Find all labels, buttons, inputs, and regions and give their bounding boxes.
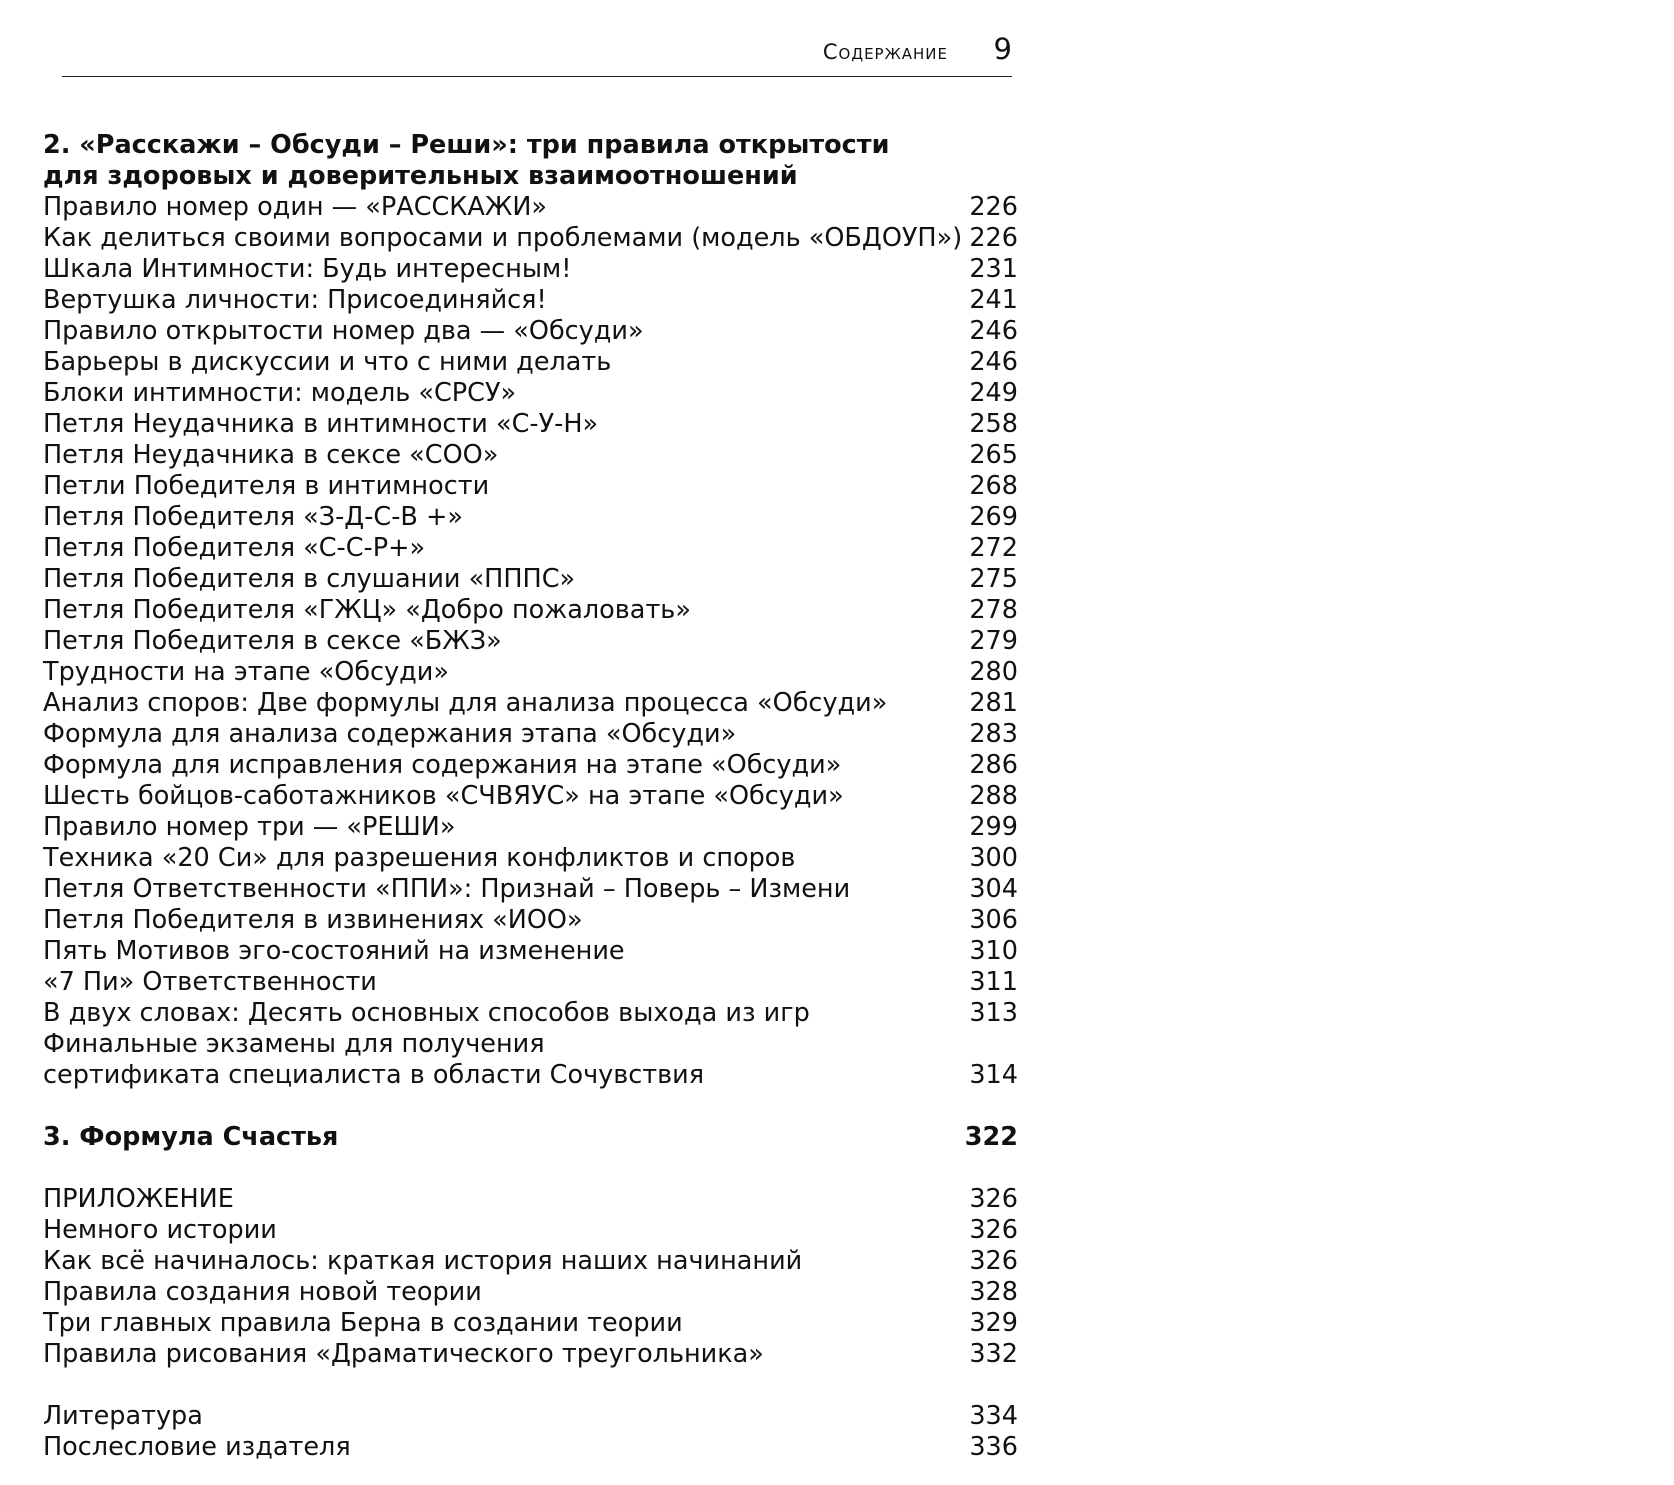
toc-entry-page: 300 <box>969 843 1018 873</box>
toc-entry <box>43 502 1018 533</box>
toc-entry-page: 275 <box>969 564 1018 594</box>
toc-section-heading <box>43 161 1018 192</box>
toc-entry <box>43 781 1018 812</box>
toc-entry <box>43 440 1018 471</box>
toc-section-heading <box>43 1122 1018 1153</box>
toc-entry-title: Петля Победителя «З-Д-С-В +» <box>43 502 463 532</box>
toc-entry <box>43 378 1018 409</box>
toc-entry-page: 231 <box>969 254 1018 284</box>
toc-entry <box>43 285 1018 316</box>
toc-entry <box>43 719 1018 750</box>
toc-entry-title: Петля Ответственности «ППИ»: Признай – Поверь – Измени <box>43 874 851 904</box>
toc-entry <box>43 874 1018 905</box>
toc-entry <box>43 905 1018 936</box>
toc-entry-page: 288 <box>969 781 1018 811</box>
toc-entry <box>43 998 1018 1029</box>
toc-entry <box>43 688 1018 719</box>
toc-entry <box>43 347 1018 378</box>
toc-entry-title: Правило номер один — «РАССКАЖИ» <box>43 192 547 222</box>
toc-entry-title: Немного истории <box>43 1215 277 1245</box>
toc-entry-title: Шесть бойцов-саботажников «СЧВЯУС» на этапе «Обсуди» <box>43 781 844 811</box>
toc-entry <box>43 1246 1018 1277</box>
toc-entry-title: Правила создания новой теории <box>43 1277 482 1307</box>
toc-entry-title: Трудности на этапе «Обсуди» <box>43 657 449 687</box>
toc-entry-title: Литература <box>43 1401 203 1431</box>
toc-entry-title: Вертушка личности: Присоединяйся! <box>43 285 547 315</box>
toc-entry <box>43 1308 1018 1339</box>
toc-entry <box>43 316 1018 347</box>
toc-entry-page: 336 <box>969 1432 1018 1462</box>
toc-entry-page: 246 <box>969 347 1018 377</box>
toc-entry <box>43 1277 1018 1308</box>
toc-entry-page: 334 <box>969 1401 1018 1431</box>
toc-spacer <box>43 1091 1018 1122</box>
toc-entry <box>43 750 1018 781</box>
toc-entry-title: сертификата специалиста в области Сочувствия <box>43 1060 705 1090</box>
toc-entry <box>43 533 1018 564</box>
toc-entry-page: 299 <box>969 812 1018 842</box>
toc-entry-title: Петля Победителя в слушании «ПППС» <box>43 564 576 594</box>
toc-entry-title: Анализ споров: Две формулы для анализа процесса «Обсуди» <box>43 688 888 718</box>
toc-entry-page: 326 <box>969 1246 1018 1276</box>
toc-entry <box>43 843 1018 874</box>
table-of-contents <box>43 130 1018 1463</box>
toc-entry-page: 226 <box>969 223 1018 253</box>
toc-entry-title: Петля Неудачника в интимности «С-У-Н» <box>43 409 599 439</box>
toc-entry-page: 310 <box>969 936 1018 966</box>
toc-entry-page: 281 <box>969 688 1018 718</box>
toc-entry-title: Шкала Интимности: Будь интересным! <box>43 254 572 284</box>
toc-entry-page: 313 <box>969 998 1018 1028</box>
toc-entry-title: Петля Победителя «ГЖЦ» «Добро пожаловать» <box>43 595 691 625</box>
toc-entry-title: «7 Пи» Ответственности <box>43 967 377 997</box>
toc-entry-page: 226 <box>969 192 1018 222</box>
toc-entry <box>43 254 1018 285</box>
toc-entry-title: 2. «Расскажи – Обсуди – Реши»: три правила открытости <box>43 130 890 160</box>
toc-entry-page: 279 <box>969 626 1018 656</box>
toc-entry-title: Правило номер три — «РЕШИ» <box>43 812 456 842</box>
toc-entry-page: 322 <box>964 1122 1018 1152</box>
toc-entry-title: Пять Мотивов эго-состояний на изменение <box>43 936 625 966</box>
toc-entry-page: 283 <box>969 719 1018 749</box>
toc-entry-page: 278 <box>969 595 1018 625</box>
toc-entry <box>43 1401 1018 1432</box>
toc-entry-title: Петля Неудачника в сексе «СОО» <box>43 440 499 470</box>
toc-entry-title: для здоровых и доверительных взаимоотношений <box>43 161 798 191</box>
toc-entry <box>43 1432 1018 1463</box>
toc-entry <box>43 936 1018 967</box>
toc-entry <box>43 1339 1018 1370</box>
toc-entry-title: 3. Формула Счастья <box>43 1122 339 1152</box>
toc-entry-page: 329 <box>969 1308 1018 1338</box>
toc-entry-page: 328 <box>969 1277 1018 1307</box>
toc-entry-page: 249 <box>969 378 1018 408</box>
toc-entry-page: 241 <box>969 285 1018 315</box>
toc-entry-title: Формула для анализа содержания этапа «Обсуди» <box>43 719 737 749</box>
toc-entry <box>43 471 1018 502</box>
toc-entry-title: Блоки интимности: модель «СРСУ» <box>43 378 517 408</box>
toc-entry-title: Правило открытости номер два — «Обсуди» <box>43 316 644 346</box>
toc-entry <box>43 223 1018 254</box>
toc-entry <box>43 192 1018 223</box>
toc-entry <box>43 1215 1018 1246</box>
toc-entry-page: 268 <box>969 471 1018 501</box>
toc-entry-title: Формула для исправления содержания на этапе «Обсуди» <box>43 750 842 780</box>
toc-entry-title: Правила рисования «Драматического треугольника» <box>43 1339 764 1369</box>
running-header <box>62 30 1012 77</box>
toc-entry-page: 311 <box>969 967 1018 997</box>
toc-entry-page: 265 <box>969 440 1018 470</box>
toc-entry <box>43 564 1018 595</box>
toc-entry-page: 304 <box>969 874 1018 904</box>
toc-entry <box>43 657 1018 688</box>
toc-entry-page: 306 <box>969 905 1018 935</box>
toc-entry-title: Петля Победителя «С-С-Р+» <box>43 533 426 563</box>
toc-entry-page: 326 <box>969 1184 1018 1214</box>
toc-entry-title: Как всё начиналось: краткая история наших начинаний <box>43 1246 803 1276</box>
toc-entry <box>43 967 1018 998</box>
toc-entry <box>43 409 1018 440</box>
toc-entry-title: В двух словах: Десять основных способов выхода из игр <box>43 998 810 1028</box>
toc-entry-title: Техника «20 Си» для разрешения конфликтов и споров <box>43 843 796 873</box>
toc-entry <box>43 1029 1018 1060</box>
toc-entry-title: Петля Победителя в сексе «БЖЗ» <box>43 626 502 656</box>
toc-entry <box>43 812 1018 843</box>
toc-entry-title: ПРИЛОЖЕНИЕ <box>43 1184 234 1214</box>
toc-entry <box>43 626 1018 657</box>
toc-section-heading <box>43 130 1018 161</box>
toc-entry <box>43 595 1018 626</box>
toc-spacer <box>43 1153 1018 1184</box>
toc-entry-title: Барьеры в дискуссии и что с ними делать <box>43 347 612 377</box>
toc-entry <box>43 1060 1018 1091</box>
toc-entry-page: 280 <box>969 657 1018 687</box>
toc-entry-page: 332 <box>969 1339 1018 1369</box>
toc-entry-title: Финальные экзамены для получения <box>43 1029 545 1059</box>
toc-entry-page: 326 <box>969 1215 1018 1245</box>
toc-spacer <box>43 1370 1018 1401</box>
toc-entry-page: 269 <box>969 502 1018 532</box>
toc-entry-page: 258 <box>969 409 1018 439</box>
toc-entry-page: 246 <box>969 316 1018 346</box>
page-number: 9 <box>993 32 1012 66</box>
toc-entry-title: Послесловие издателя <box>43 1432 351 1462</box>
toc-entry <box>43 1184 1018 1215</box>
toc-entry-title: Три главных правила Берна в создании теории <box>43 1308 683 1338</box>
running-header-title: Содержание <box>822 40 948 64</box>
toc-entry-title: Петли Победителя в интимности <box>43 471 490 501</box>
toc-entry-title: Как делиться своими вопросами и проблемами (модель «ОБДОУП») <box>43 223 963 253</box>
toc-entry-title: Петля Победителя в извинениях «ИОО» <box>43 905 583 935</box>
toc-entry-page: 272 <box>969 533 1018 563</box>
toc-entry-page: 286 <box>969 750 1018 780</box>
toc-entry-page: 314 <box>969 1060 1018 1090</box>
